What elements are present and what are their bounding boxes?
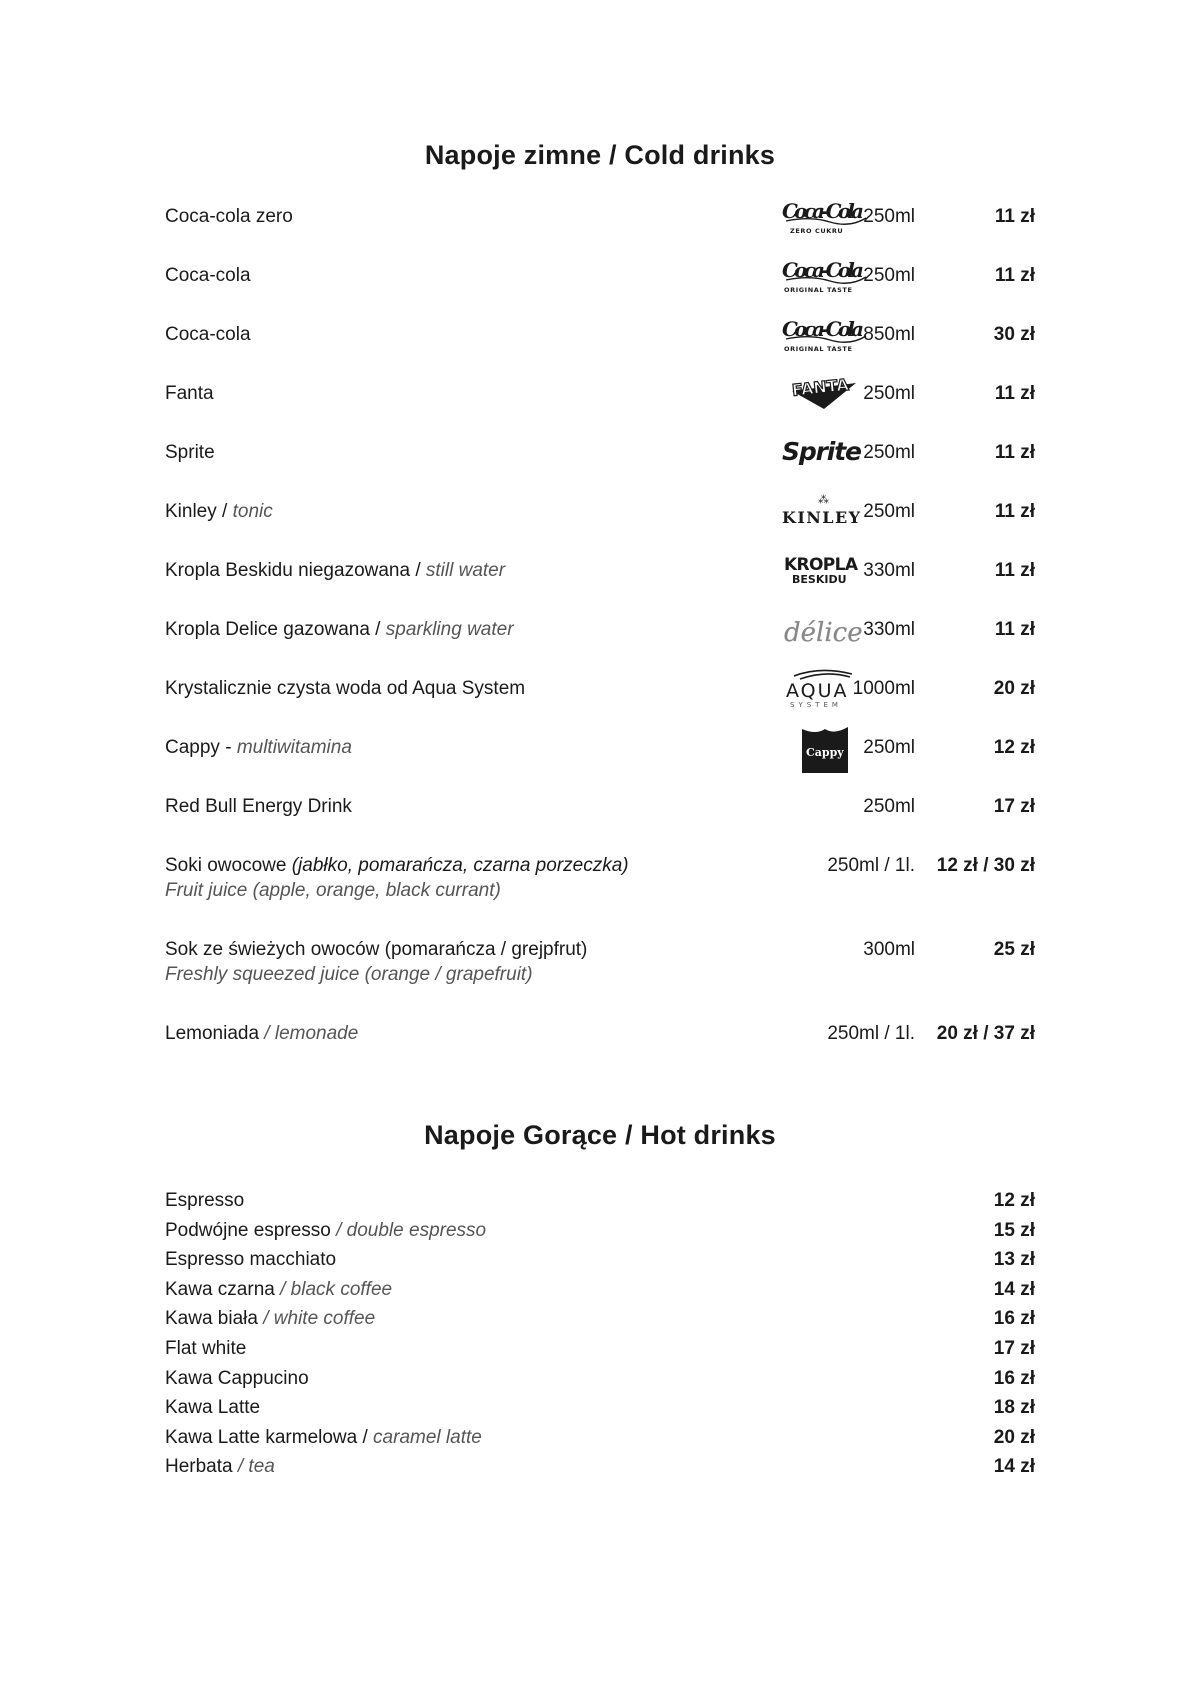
cold-drink-row [165, 375, 1035, 423]
item-name [165, 1456, 275, 1478]
item-name [165, 1397, 260, 1419]
item-volume: 250ml [863, 265, 915, 286]
svg-text:BESKIDU: BESKIDU [792, 573, 847, 586]
item-name-part: Coca-cola zero [165, 206, 293, 227]
item-price: 16 zł [993, 1308, 1035, 1330]
item-volume: 330ml [863, 560, 915, 581]
item-price: 20 zł [993, 678, 1035, 699]
item-name-part: Sok ze świeżych owoców (pomarańcza / grejpfrut) [165, 939, 588, 960]
cold-drink-row [165, 317, 1035, 364]
item-name [165, 324, 251, 346]
item-name [165, 383, 214, 405]
coca-cola-original-logo-icon [780, 251, 870, 297]
item-name [165, 1023, 358, 1045]
item-volume: 250ml [863, 737, 915, 758]
svg-text:Coca-Cola: Coca-Cola [782, 199, 864, 223]
item-name [165, 560, 505, 582]
item-price: 20 zł / 37 zł [936, 1023, 1035, 1044]
item-name [165, 1368, 309, 1390]
item-name-part: Coca-cola [165, 265, 251, 286]
item-price: 18 zł [993, 1397, 1035, 1419]
hot-drink-row [165, 1456, 1035, 1484]
coca-cola-zero-logo-icon [780, 192, 870, 238]
item-name [165, 619, 514, 641]
item-name-translation: / black coffee [280, 1278, 393, 1300]
kropla-beskidu-logo-icon [780, 546, 870, 592]
item-name [165, 1427, 482, 1449]
svg-text:Cappy: Cappy [806, 746, 844, 759]
svg-text:AQUA: AQUA [786, 680, 849, 702]
cold-drink-row [165, 855, 1035, 901]
item-price: 11 zł [994, 560, 1035, 581]
svg-text:Coca-Cola: Coca-Cola [782, 258, 864, 282]
item-name-part: Soki owocowe [165, 855, 292, 876]
item-name [165, 796, 352, 818]
hot-drink-row [165, 1279, 1035, 1307]
sprite-logo-icon [780, 428, 870, 474]
hot-drink-row [165, 1397, 1035, 1425]
kinley-logo-icon [780, 487, 870, 533]
item-name-part: Sprite [165, 442, 215, 463]
cold-drink-row [165, 737, 1035, 777]
item-price: 11 zł [994, 619, 1035, 640]
item-name [165, 1220, 486, 1242]
item-name-part: Coca-cola [165, 324, 251, 345]
svg-text:ORIGINAL TASTE: ORIGINAL TASTE [784, 345, 853, 353]
item-name-part: Kropla Delice gazowana / [165, 619, 386, 640]
cold-drinks-title: Napoje zimne / Cold drinks [424, 140, 776, 170]
item-name [165, 1249, 336, 1271]
cold-drink-row [165, 437, 1035, 482]
cappy-logo-icon [780, 723, 870, 769]
svg-text:FANTA: FANTA [791, 375, 850, 400]
item-name [165, 265, 251, 287]
item-price: 20 zł [993, 1426, 1035, 1448]
item-name-part: Red Bull Energy Drink [165, 796, 352, 817]
item-name [165, 442, 215, 464]
item-price: 11 zł [994, 383, 1035, 404]
item-name-translation: / white coffee [263, 1308, 376, 1330]
item-price: 14 zł [993, 1456, 1035, 1478]
item-name-part: Krystalicznie czysta woda od Aqua System [165, 678, 526, 699]
svg-text:Coca-Cola: Coca-Cola [782, 317, 864, 341]
cold-drink-row [165, 199, 1035, 246]
item-name-translation: / double espresso [336, 1219, 487, 1241]
item-price: 12 zł / 30 zł [936, 855, 1035, 876]
hot-drink-row [165, 1368, 1035, 1396]
item-name-part: Kawa Cappucino [165, 1367, 309, 1389]
item-price: 11 zł [994, 206, 1035, 227]
item-name-part: Kawa czarna [165, 1278, 281, 1300]
kropla-delice-logo-icon [780, 605, 870, 651]
item-name-translation: still water [425, 560, 506, 581]
item-volume: 250ml / 1l. [827, 855, 915, 876]
item-volume: 250ml [863, 796, 915, 817]
item-english-description: Fruit juice (apple, orange, black currant) [165, 880, 501, 901]
cold-drink-row [165, 1023, 1035, 1063]
item-price: 11 zł [994, 501, 1035, 522]
item-volume: 250ml / 1l. [827, 1023, 915, 1044]
item-name-part: Kropla Beskidu niegazowana / [165, 560, 426, 581]
item-name-part: Kawa Latte karmelowa / [165, 1426, 374, 1448]
cold-drink-row [165, 939, 1035, 985]
item-name [165, 1338, 246, 1360]
cold-drink-row [165, 619, 1035, 659]
item-name-part: Herbata [165, 1456, 238, 1478]
item-price: 11 zł [994, 265, 1035, 286]
item-volume: 300ml [863, 939, 915, 960]
hot-drinks-title: Napoje Gorące / Hot drinks [424, 1120, 776, 1150]
svg-text:Sprite: Sprite [782, 437, 862, 466]
item-name-translation: caramel latte [373, 1426, 482, 1448]
item-price: 11 zł [994, 442, 1035, 463]
item-name-part: Podwójne espresso [165, 1219, 337, 1241]
svg-text:SYSTEM: SYSTEM [790, 701, 842, 709]
item-price: 15 zł [993, 1219, 1035, 1241]
item-name-translation: sparkling water [385, 619, 514, 640]
item-name-part: Cappy - [165, 737, 237, 758]
item-name [165, 1308, 375, 1330]
item-name-translation: multiwitamina [236, 737, 352, 758]
cold-drink-row [165, 796, 1035, 836]
coca-cola-original-logo-icon [780, 310, 870, 356]
item-name-translation: / tea [237, 1456, 275, 1478]
item-name-translation: / lemonade [264, 1023, 359, 1044]
item-name [165, 939, 587, 961]
item-volume: 1000ml [852, 678, 915, 699]
item-name [165, 1279, 392, 1301]
svg-text:ORIGINAL TASTE: ORIGINAL TASTE [784, 286, 853, 294]
item-name-part: Flat white [165, 1338, 247, 1359]
item-volume: 250ml [863, 501, 915, 522]
item-price: 14 zł [993, 1278, 1035, 1300]
cold-drink-row [165, 555, 1035, 600]
item-price: 25 zł [993, 939, 1035, 960]
item-price: 17 zł [993, 1338, 1035, 1359]
item-name-part: Espresso macchiato [165, 1249, 337, 1271]
cold-drink-row [165, 678, 1035, 718]
item-price: 13 zł [993, 1249, 1035, 1271]
item-name-part: Fanta [165, 383, 214, 404]
item-name-part: Kawa biała [165, 1308, 264, 1330]
item-name [165, 737, 352, 759]
item-price: 16 zł [993, 1367, 1035, 1389]
item-name [165, 855, 629, 877]
item-volume: 250ml [863, 383, 915, 404]
svg-text:ZERO CUKRU: ZERO CUKRU [790, 227, 844, 235]
item-price: 12 zł [993, 1190, 1035, 1211]
item-name [165, 501, 273, 523]
item-name-part: Espresso [165, 1190, 245, 1211]
item-price: 12 zł [993, 737, 1035, 758]
hot-drink-row [165, 1427, 1035, 1455]
cold-drink-row [165, 493, 1035, 541]
item-name-translation: tonic [232, 501, 273, 522]
svg-text:KROPLA: KROPLA [784, 555, 858, 575]
item-volume: 850ml [863, 324, 915, 345]
item-name-part: Lemoniada [165, 1023, 265, 1044]
item-name-part: Kinley / [165, 501, 233, 522]
svg-text:KINLEY: KINLEY [782, 508, 862, 527]
item-price: 30 zł [993, 324, 1035, 345]
item-name [165, 206, 293, 228]
item-name [165, 678, 525, 700]
fanta-logo-icon [780, 369, 870, 415]
item-volume: 250ml [863, 206, 915, 227]
hot-drink-row [165, 1308, 1035, 1336]
item-price: 17 zł [993, 796, 1035, 817]
item-name-translation: (jabłko, pomarańcza, czarna porzeczka) [291, 855, 629, 876]
hot-drink-row [165, 1190, 1035, 1218]
item-name-part: Kawa Latte [165, 1397, 261, 1419]
hot-drink-row [165, 1220, 1035, 1248]
hot-drink-row [165, 1249, 1035, 1277]
svg-text:délice: délice [784, 618, 863, 648]
hot-drink-row [165, 1338, 1035, 1366]
item-volume: 250ml [863, 442, 915, 463]
item-volume: 330ml [863, 619, 915, 640]
svg-text:⁂: ⁂ [818, 493, 829, 506]
cold-drink-row [165, 258, 1035, 305]
item-english-description: Freshly squeezed juice (orange / grapefruit) [165, 964, 533, 985]
item-name [165, 1190, 244, 1212]
